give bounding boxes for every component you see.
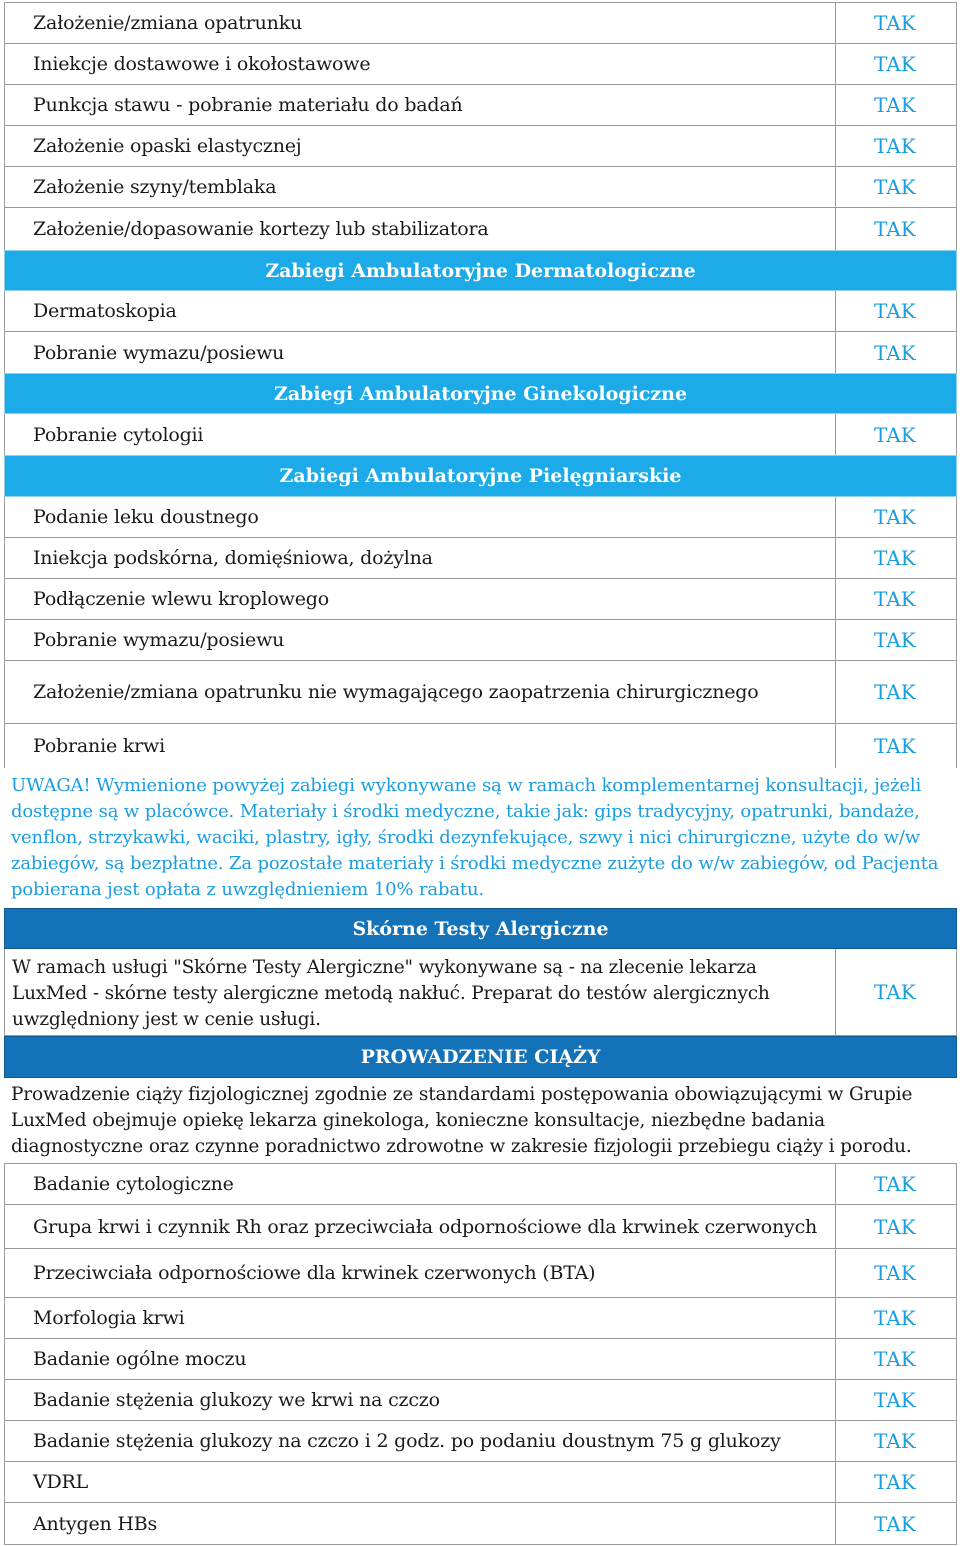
availability-value: TAK — [836, 126, 957, 166]
availability-value: TAK — [836, 538, 957, 578]
table-row — [4, 1462, 957, 1503]
availability-value: TAK — [836, 1164, 957, 1204]
table-row — [4, 44, 957, 85]
procedure-name: Założenie/zmiana opatrunku — [4, 3, 836, 43]
availability-value: TAK — [836, 1339, 957, 1379]
procedure-name: Założenie opaski elastycznej — [4, 126, 836, 166]
table-row — [4, 1339, 957, 1380]
availability-value: TAK — [836, 661, 957, 723]
availability-value: TAK — [836, 1205, 957, 1248]
availability-value: TAK — [836, 167, 957, 207]
procedure-name: Założenie/zmiana opatrunku nie wymagającego zaopatrzenia chirurgicznego — [4, 661, 836, 723]
section-title: Zabiegi Ambulatoryjne Dermatologiczne — [265, 259, 696, 282]
procedure-name: Podłączenie wlewu kroplowego — [4, 579, 836, 619]
test-name: Grupa krwi i czynnik Rh oraz przeciwciała odpornościowe dla krwinek czerwonych — [4, 1205, 836, 1248]
section-header-dermatology — [4, 250, 957, 291]
test-name: Badanie cytologiczne — [4, 1164, 836, 1204]
availability-value: TAK — [836, 85, 957, 125]
procedure-name: Założenie szyny/temblaka — [4, 167, 836, 207]
section-header-pregnancy — [4, 1036, 957, 1078]
table-row — [4, 620, 957, 661]
table-row — [4, 661, 957, 724]
table-row — [4, 1249, 957, 1298]
section-title: Zabiegi Ambulatoryjne Ginekologiczne — [273, 382, 688, 405]
table-row — [4, 291, 957, 332]
availability-value: TAK — [836, 497, 957, 537]
table-row — [4, 414, 957, 455]
procedure-name: Pobranie cytologii — [4, 414, 836, 455]
availability-value: TAK — [836, 208, 957, 250]
table-row — [4, 167, 957, 208]
test-name: Badanie ogólne moczu — [4, 1339, 836, 1379]
table-row — [4, 85, 957, 126]
availability-value: TAK — [836, 414, 957, 455]
procedure-name: Pobranie wymazu/posiewu — [4, 332, 836, 373]
procedure-name: Punkcja stawu - pobranie materiału do badań — [4, 85, 836, 125]
table-row — [4, 1205, 957, 1249]
table-row — [4, 126, 957, 167]
availability-value: TAK — [836, 1421, 957, 1461]
test-name: Badanie stężenia glukozy na czczo i 2 godz. po podaniu doustnym 75 g glukozy — [4, 1421, 836, 1461]
availability-value: TAK — [836, 291, 957, 331]
table-row — [4, 332, 957, 373]
procedure-name: Pobranie krwi — [4, 724, 836, 768]
procedure-name: Iniekcja podskórna, domięśniowa, dożylna — [4, 538, 836, 578]
availability-value: TAK — [836, 332, 957, 373]
table-row — [4, 538, 957, 579]
availability-value: TAK — [836, 1298, 957, 1338]
test-name: Antygen HBs — [4, 1503, 836, 1544]
section-title: PROWADZENIE CIĄŻY — [360, 1046, 601, 1068]
table-row — [4, 1380, 957, 1421]
procedure-name: Pobranie wymazu/posiewu — [4, 620, 836, 660]
table-row — [4, 724, 957, 768]
test-name: Morfologia krwi — [4, 1298, 836, 1338]
table-row — [4, 1298, 957, 1339]
availability-value: TAK — [836, 1380, 957, 1420]
procedure-name: Założenie/dopasowanie kortezy lub stabilizatora — [4, 208, 836, 250]
availability-value: TAK — [836, 1503, 957, 1544]
availability-value: TAK — [836, 44, 957, 84]
test-name: VDRL — [4, 1462, 836, 1502]
availability-value: TAK — [836, 620, 957, 660]
table-row — [4, 1503, 957, 1545]
pregnancy-description: Prowadzenie ciąży fizjologicznej zgodnie ze standardami postępowania obowiązującymi w Grupie LuxMed obejmuje opiekę lekarza ginekologa, konieczne konsultacje, niezbędne badania diagnostyczne oraz czynne poradnictwo zdrowotne w zakresie fizjologii przebiegu ciąży i porodu. — [11, 1084, 913, 1157]
test-name: Badanie stężenia glukozy we krwi na czczo — [4, 1380, 836, 1420]
test-name: Przeciwciała odpornościowe dla krwinek czerwonych (BTA) — [4, 1249, 836, 1297]
section-header-gynecology — [4, 373, 957, 414]
procedure-name: Dermatoskopia — [4, 291, 836, 331]
section-header-allergy-tests — [4, 908, 957, 949]
availability-value: TAK — [836, 1462, 957, 1502]
section-title: Skórne Testy Alergiczne — [352, 917, 609, 940]
table-row — [4, 1163, 957, 1205]
availability-value: TAK — [836, 3, 957, 43]
allergy-tests-description: W ramach usługi "Skórne Testy Alergiczne" wykonywane są - na zlecenie lekarza LuxMed - skórne testy alergiczne metodą nakłuć. Preparat do testów alergicznych uwzględniony jest w cenie usługi. — [4, 949, 836, 1035]
procedure-name: Podanie leku doustnego — [4, 497, 836, 537]
table-row — [4, 497, 957, 538]
availability-value: TAK — [836, 1249, 957, 1297]
notice-text: UWAGA! Wymienione powyżej zabiegi wykonywane są w ramach komplementarnej konsultacji, jeżeli dostępne są w placówce. Materiały i środki medyczne, takie jak: gips tradycyjny, opatrunki, bandaże, venflon, strzykawki, waciki, plastry, igły, środki dezynfekujące, szwy i nici chirurgiczne, użyte do w/w zabiegów, są bezpłatne. Za pozostałe materiały i środki medyczne zużyte do w/w zabiegów, od Pacjenta pobierana jest opłata z uwzględnieniem 10% rabatu. — [11, 775, 939, 900]
table-row — [4, 949, 957, 1036]
section-title: Zabiegi Ambulatoryjne Pielęgniarskie — [279, 465, 682, 487]
table-row — [4, 1421, 957, 1462]
table-row — [4, 208, 957, 250]
availability-value: TAK — [836, 579, 957, 619]
table-row — [4, 579, 957, 620]
procedure-name: Iniekcje dostawowe i okołostawowe — [4, 44, 836, 84]
availability-value: TAK — [836, 724, 957, 768]
table-row — [4, 2, 957, 44]
section-header-nursing — [4, 455, 957, 497]
availability-value: TAK — [836, 949, 957, 1035]
